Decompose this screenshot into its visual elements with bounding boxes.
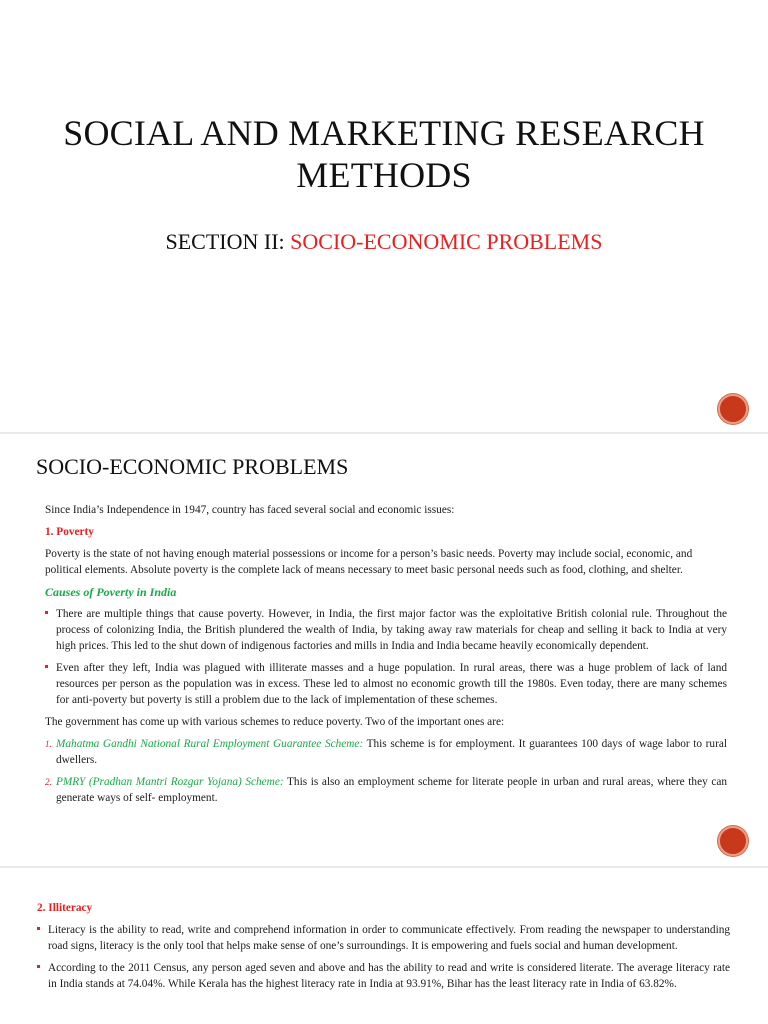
slide-poverty — [0, 434, 768, 866]
scheme-name: PMRY (Pradhan Mantri Rozgar Yojana) Scheme: — [56, 776, 284, 788]
list-item — [45, 774, 727, 806]
list-item: Literacy is the ability to read, write and comprehend information in order to communicate effectively. From reading the newspaper to understanding road signs, literacy is the only tool that helps make sense of one’s surroundings. It is empowering and fuels social and human development. — [37, 922, 730, 954]
section-subtitle-highlight: SOCIO-ECONOMIC PROBLEMS — [290, 229, 603, 254]
slide-title — [0, 0, 768, 432]
scheme-text: This is also an employment scheme for literate people in urban and rural areas, where they can generate ways of self- employment. — [56, 776, 728, 804]
slide-content — [45, 502, 727, 812]
list-item — [45, 736, 727, 768]
illiteracy-heading: 2. Illiteracy — [37, 902, 93, 914]
intro-text: Since India’s Independence in 1947, country has faced several social and economic issues: — [45, 504, 455, 516]
slide-badge-icon — [718, 394, 748, 424]
schemes-intro: The government has come up with various schemes to reduce poverty. Two of the important ones are: — [45, 716, 505, 728]
slide-illiteracy — [0, 868, 768, 1024]
section-subtitle-prefix: SECTION II: — [165, 229, 291, 254]
scheme-name: Mahatma Gandhi National Rural Employment Guarantee Scheme: — [56, 738, 364, 750]
list-number: 1. — [45, 739, 52, 749]
slide-content — [37, 900, 730, 998]
page-title: SOCIAL AND MARKETING RESEARCH METHODS — [63, 113, 705, 195]
section-subtitle — [40, 229, 728, 255]
poverty-text: Poverty is the state of not having enough material possessions or income for a person’s basic needs. Poverty may include social, economic, and political elements. Absolute poverty is the complete lack of means necessary to meet basic personal needs such as food, clothing, and shelter. — [45, 548, 693, 576]
slide-badge-icon — [718, 826, 748, 856]
list-item: According to the 2011 Census, any person aged seven and above and has the ability to read and write is considered literate. The average literacy rate in India stands at 74.04%. While Kerala has the highest literacy rate in India at 93.91%, Bihar has the least literacy rate in India of 63.82%. — [37, 960, 730, 992]
illiteracy-list — [37, 922, 730, 992]
list-number: 2. — [45, 777, 52, 787]
scheme-text: This scheme is for employment. It guarantees 100 days of wage labor to rural dwellers. — [56, 738, 727, 766]
schemes-list — [45, 736, 727, 806]
causes-heading: Causes of Poverty in India — [45, 585, 177, 599]
causes-list — [45, 606, 727, 708]
poverty-heading: 1. Poverty — [45, 526, 94, 538]
slide-heading: SOCIO-ECONOMIC PROBLEMS — [36, 454, 349, 479]
list-item: Even after they left, India was plagued with illiterate masses and a huge population. In rural areas, there was a huge problem of lack of land resources per person as the population was in excess. These led to almost no economic growth till the 1980s. Even today, there are many schemes for anti-poverty but poverty is still a problem due to the lack of implementation of these schemes. — [45, 660, 727, 708]
list-item: There are multiple things that cause poverty. However, in India, the first major factor was the exploitative British colonial rule. Throughout the process of colonizing India, the British plundered the wealth of India, by taking away raw materials for cheap and selling it back to India at very high prices. This led to the shut down of indigenous factories and mills in India and India became heavily economically dependent. — [45, 606, 727, 654]
